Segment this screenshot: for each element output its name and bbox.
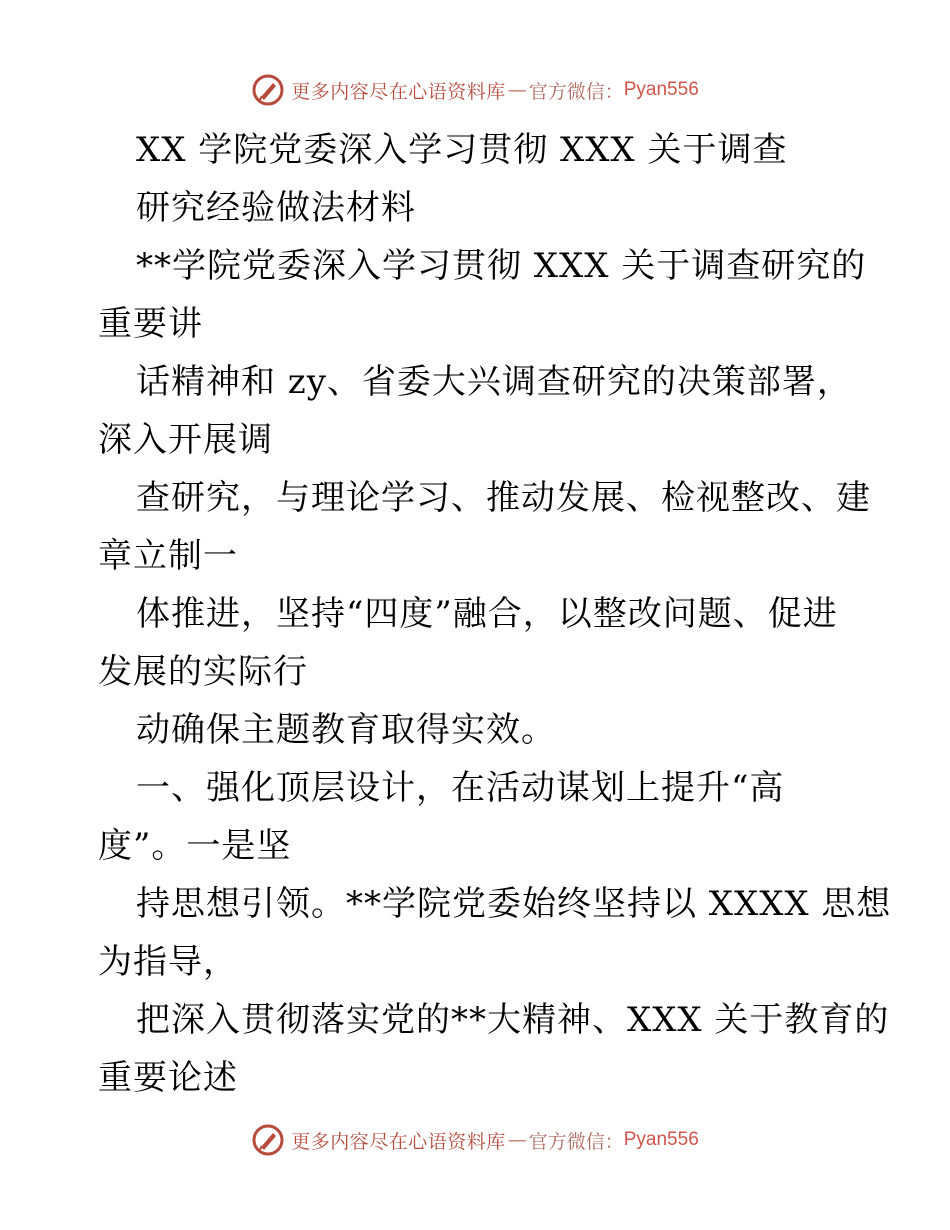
doc-line: 重要论述 xyxy=(98,1058,238,1098)
header-banner xyxy=(0,70,950,110)
banner-sub-text: 官方微信： xyxy=(528,1130,624,1153)
doc-line: 查研究，与理论学习、推动发展、检视整改、建 xyxy=(136,478,871,518)
footer-banner xyxy=(0,1120,950,1160)
doc-line: 重要讲 xyxy=(98,304,203,344)
banner-main-text: 更多内容尽在心语资料库 xyxy=(291,80,506,103)
banner-brand: Pyan556 xyxy=(623,79,699,100)
feather-pen-icon xyxy=(251,1123,285,1157)
doc-line: 体推进，坚持“四度”融合，以整改问题、促进 xyxy=(136,594,838,634)
doc-line: 发展的实际行 xyxy=(98,652,308,692)
doc-line: 度”。一是坚 xyxy=(98,826,292,866)
doc-line: 章立制一 xyxy=(98,536,238,576)
doc-line: 为指导， xyxy=(98,942,238,982)
doc-line: 动确保主题教育取得实效。 xyxy=(136,710,556,750)
doc-line: 研究经验做法材料 xyxy=(136,188,416,228)
banner-dash: — xyxy=(507,1129,527,1151)
doc-line: 深入开展调 xyxy=(98,420,273,460)
doc-line: XX 学院党委深入学习贯彻 XXX 关于调查 xyxy=(136,130,788,170)
doc-line: 持思想引领。**学院党委始终坚持以 XXXX 思想 xyxy=(136,884,892,924)
doc-line: 一、强化顶层设计，在活动谋划上提升“高 xyxy=(136,768,785,808)
banner-main-text: 更多内容尽在心语资料库 xyxy=(291,1130,506,1153)
doc-line: 话精神和 zy、省委大兴调查研究的决策部署， xyxy=(136,362,852,402)
banner-brand: Pyan556 xyxy=(623,1129,699,1150)
banner-dash: — xyxy=(507,79,527,101)
doc-line: 把深入贯彻落实党的**大精神、XXX 关于教育的 xyxy=(136,1000,890,1040)
doc-line: **学院党委深入学习贯彻 XXX 关于调查研究的 xyxy=(136,246,867,286)
feather-pen-icon xyxy=(251,73,285,107)
banner-sub-text: 官方微信： xyxy=(528,80,624,103)
